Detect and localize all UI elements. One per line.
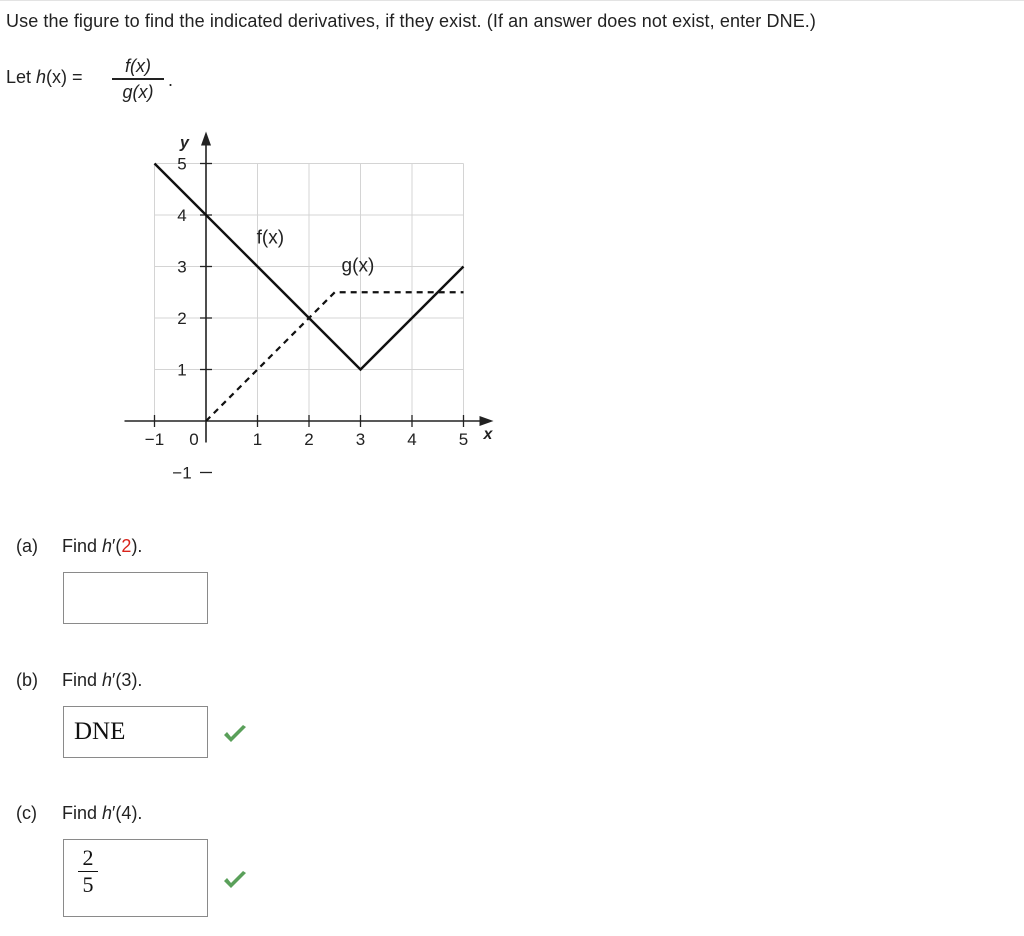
part-c-answer-fraction (78, 846, 98, 897)
part-c-suffix: ). (131, 803, 143, 823)
part-b-label: (b) (16, 670, 38, 690)
y-tick-label: 4 (177, 206, 187, 225)
part-a-label: (a) (16, 536, 38, 556)
part-c-answer-denominator: 5 (82, 872, 94, 898)
y-tick-label: 5 (177, 154, 187, 174)
definition-equals: = (67, 67, 83, 87)
y-axis-arrow (201, 132, 211, 146)
x-tick-label: 4 (407, 430, 417, 449)
function-graph (0, 0, 520, 520)
part-a-prime: ′( (112, 536, 122, 556)
part-b-prompt (16, 670, 142, 691)
x-tick-label: −1 (144, 430, 165, 449)
part-c-fn: h (102, 803, 113, 823)
instructions-text: Use the figure to find the indicated derivatives, if they exist. (If an answer does not exist, enter DNE.) (6, 11, 816, 31)
x-axis-label: x (483, 426, 493, 443)
part-a-fn: h (102, 536, 113, 556)
part-a-answer-input[interactable] (63, 572, 208, 624)
part-a-suffix: ). (131, 536, 143, 556)
part-c-prime: ′( (112, 803, 122, 823)
part-b-answer-input[interactable] (63, 706, 208, 758)
fraction-denominator: g(x) (122, 81, 154, 102)
part-b-suffix: ). (131, 670, 143, 690)
x-axis-arrow (480, 416, 494, 426)
definition-arg: (x) (46, 67, 68, 87)
part-b-fn: h (102, 670, 113, 690)
part-a-find: Find (62, 536, 103, 556)
part-c-answer-numerator: 2 (82, 845, 94, 870)
definition-period: . (167, 70, 173, 90)
part-b-arg: 3 (121, 670, 132, 690)
part-c-answer-input[interactable] (63, 839, 208, 917)
checkmark-icon (222, 870, 248, 890)
x-tick-label: 0 (189, 430, 199, 449)
y-tick-label: 3 (177, 257, 187, 277)
f-curve-label: f(x) (256, 227, 285, 249)
checkmark-icon (222, 724, 248, 744)
definition-fn: h (36, 67, 47, 87)
y-tick-label: −1 (172, 463, 192, 483)
g-curve-label: g(x) (341, 255, 375, 277)
x-tick-label: 2 (304, 430, 314, 449)
part-b-answer-value: DNE (74, 718, 126, 745)
y-tick-label: 2 (177, 309, 187, 328)
x-tick-label: 5 (458, 430, 469, 449)
part-c-prompt (16, 803, 142, 824)
fraction-numerator: f(x) (125, 56, 151, 76)
part-b-find: Find (62, 670, 103, 690)
y-axis-label: y (180, 134, 189, 152)
part-b-prime: ′( (112, 670, 122, 690)
definition-prefix: Let (6, 67, 37, 87)
g-curve (206, 292, 464, 421)
part-a-arg: 2 (121, 536, 132, 556)
x-tick-label: 1 (252, 430, 263, 449)
part-a-prompt (16, 536, 142, 557)
x-tick-label: 3 (355, 430, 366, 449)
part-c-find: Find (62, 803, 103, 823)
y-tick-label: 1 (177, 360, 187, 380)
part-c-arg: 4 (121, 803, 132, 823)
part-c-label: (c) (16, 803, 37, 823)
